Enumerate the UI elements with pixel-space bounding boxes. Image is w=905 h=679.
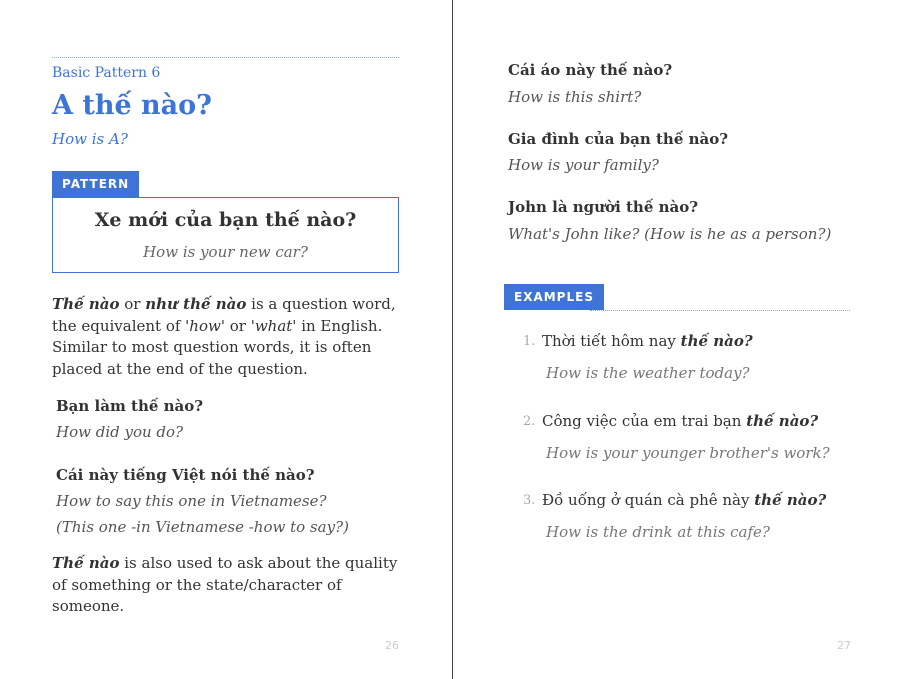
- example-en-literal: (This one -in Vietnamese -how to say?): [56, 518, 349, 536]
- example-en: How is your family?: [508, 156, 659, 174]
- example-en: How is this shirt?: [508, 88, 642, 106]
- explanation-paragraph-2: Thế nào is also used to ask about the quality of something or the state/character of someone.: [52, 554, 398, 615]
- examples-rule: [590, 310, 850, 311]
- example-translation: How is the weather today?: [546, 364, 750, 382]
- page-number: 27: [837, 639, 851, 652]
- pattern-sentence: Xe mới của bạn thế nào?: [94, 209, 357, 231]
- pattern-label: Basic Pattern 6: [52, 65, 161, 81]
- example-en: What's John like? (How is he as a person?): [508, 225, 832, 243]
- example-translation: How is the drink at this cafe?: [546, 523, 770, 541]
- example-vn: Bạn làm thế nào?: [56, 397, 204, 415]
- example-number: 1.: [523, 334, 536, 349]
- pattern-box: [52, 197, 399, 273]
- example-sentence: Công việc của em trai bạn thế nào?: [542, 412, 819, 430]
- example-vn: Cái áo này thế nào?: [508, 61, 673, 79]
- page-title: A thế nào?: [52, 90, 212, 121]
- right-page: [453, 0, 905, 679]
- page-subtitle: How is A?: [52, 130, 128, 148]
- example-vn: John là người thế nào?: [508, 198, 699, 216]
- example-vn: Gia đình của bạn thế nào?: [508, 130, 729, 148]
- term-the-nao: Thế nào: [52, 554, 120, 572]
- term-the-nao: Thế nào: [52, 295, 120, 313]
- example-number: 2.: [523, 414, 536, 429]
- page-number: 26: [385, 639, 399, 652]
- header-rule: [52, 57, 399, 58]
- left-page: [0, 0, 452, 679]
- example-sentence: Đồ uống ở quán cà phê này thế nào?: [542, 491, 827, 509]
- example-translation: How is your younger brother's work?: [546, 444, 830, 462]
- example-en: How to say this one in Vietnamese?: [56, 492, 327, 510]
- term-nhu-the-nao: như thế nào: [145, 295, 247, 313]
- examples-tag: EXAMPLES: [504, 284, 604, 310]
- example-en: How did you do?: [56, 423, 184, 441]
- example-vn: Cái này tiếng Việt nói thế nào?: [56, 466, 315, 484]
- explanation-paragraph: Thế nào or như thế nào is a question word, the equivalent of 'how' or 'what' in English. Similar to most question words, it is often placed at the end of the question.: [52, 295, 396, 378]
- pattern-translation: How is your new car?: [143, 243, 308, 261]
- example-sentence: Thời tiết hôm nay thế nào?: [542, 332, 753, 350]
- pattern-tag: PATTERN: [52, 171, 139, 197]
- example-number: 3.: [523, 493, 536, 508]
